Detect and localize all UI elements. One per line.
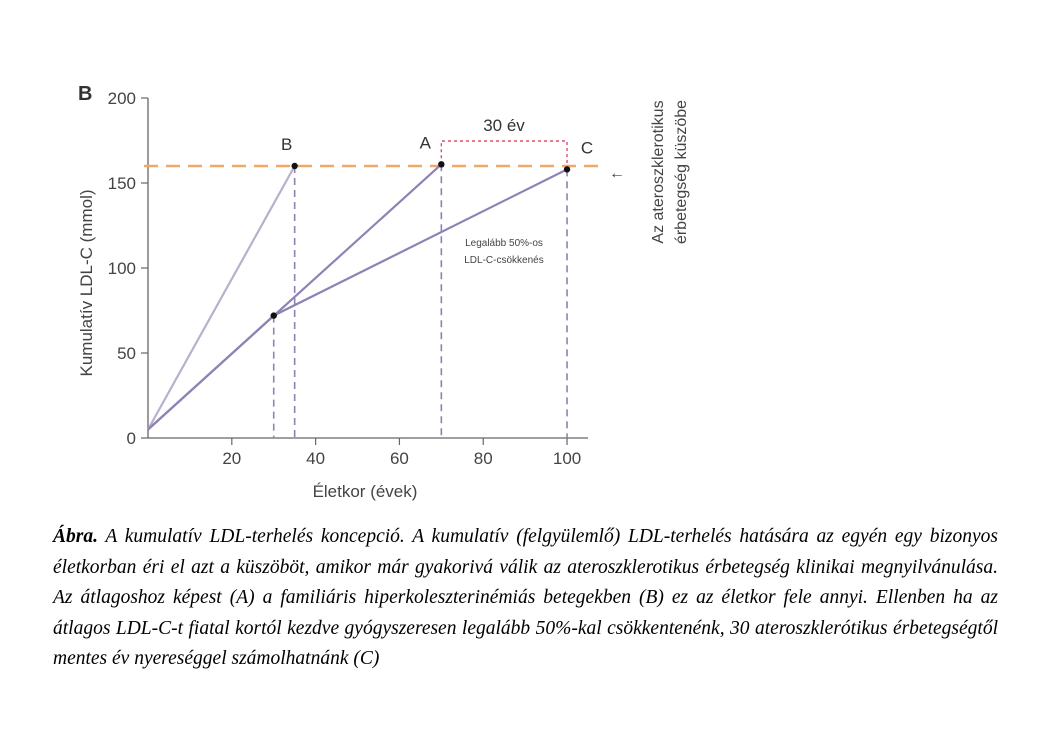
y-tick-label: 0 [126,429,136,448]
y-tick-label: 100 [107,259,136,278]
threshold-label-line-1: Az ateroszklerotikus [650,100,667,244]
point-break [271,312,277,318]
caption-text: A kumulatív LDL-terhelés koncepció. A kumulatív (felgyülemlő) LDL-terhelés hatására az egyén egy bizonyos életkorban éri el azt a küszöböt, amikor már gyakorivá válik az ateroszklerotikus érbetegség klinikai megnyilvánulása. Az átlagoshoz képest (A) a familiáris hiperkoleszterinémiás betegekben (B) ez az életkor fele annyi. Ellenben ha az átlagos LDL-C-t fiatal kortól kezdve gyógyszeresen legalább 50%-kal csökkentenénk, 30 ateroszklerótikus érbetegségtől mentes év nyereséggel számolhatnánk (C) [53,526,998,669]
point-label-B: B [280,135,293,154]
x-tick-label: 60 [389,449,409,468]
threshold-arrow-icon: ← [609,165,625,182]
threshold-label-line-2: érbetegség küszöbe [673,99,690,245]
panel-label: B [78,83,93,105]
y-tick-label: 200 [107,89,136,108]
annotation-line-2: LDL-C-csökkenés [464,255,544,266]
y-axis-title: Kumulatív LDL-C (mmol) [77,189,96,377]
series-line-C [148,169,567,429]
point-label-A: A [419,133,432,153]
y-tick-label: 50 [117,344,136,363]
x-tick-label: 20 [222,449,242,468]
figure-caption [53,522,998,675]
point-label-C: C [580,138,594,158]
point-C [564,166,570,172]
y-tick-label: 150 [107,174,136,193]
gap-label: 30 év [483,116,525,135]
x-tick-label: 100 [552,449,582,468]
chart-guides [144,141,598,438]
annotation-line-1: Legalább 50%-os [465,238,543,249]
chart-series [148,164,567,429]
point-B [291,163,297,169]
x-axis-title: Életkor (évek) [312,482,418,501]
point-A [438,161,444,167]
x-tick-label: 40 [306,449,326,468]
series-line-B [148,166,295,430]
caption-title: Ábra. [53,526,98,547]
chart-points [271,133,594,318]
x-tick-label: 80 [473,449,493,468]
